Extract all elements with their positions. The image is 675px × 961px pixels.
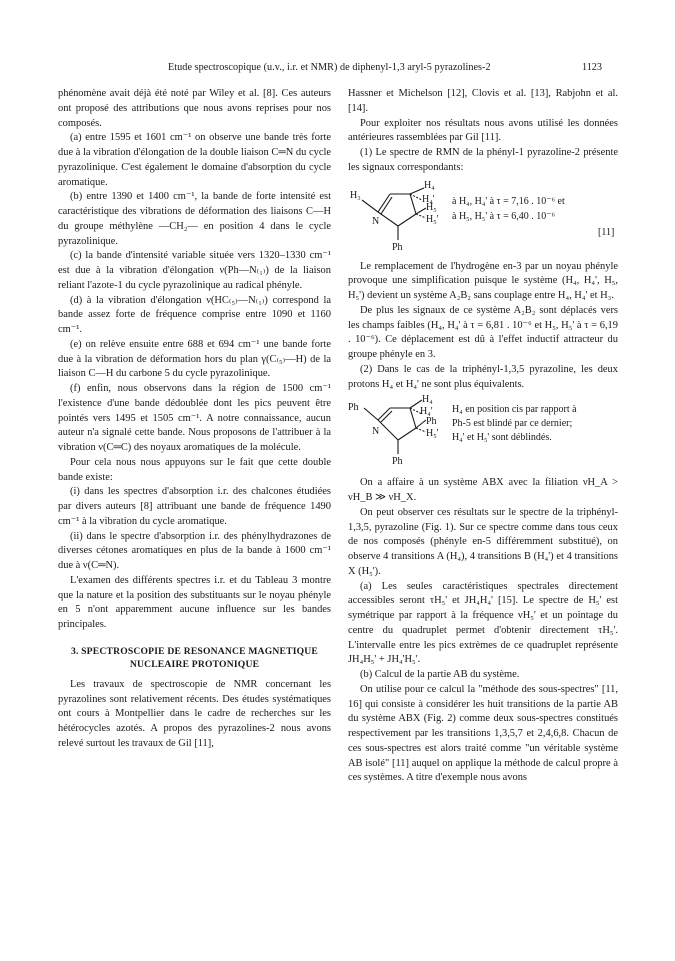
label-h5-prime: H₅'	[426, 213, 439, 225]
section-heading-line2: NUCLEAIRE PROTONIQUE	[129, 658, 260, 670]
paragraph-f: (f) enfin, nous observons dans la région de 1500 cm⁻¹ l'existence d'une bande dédoublée dont les pics peuvent être pointés vers 1495 et 1505 cm⁻¹. A notre connaissance, aucun auteur n'a signalé cette bande. Nous proposons de l'attribuer à la vibration ν(C═C) des noyaux aromatiques de la molécule.	[58, 383, 331, 453]
annotation-line1: H₄ en position cis par rapport à	[452, 404, 577, 416]
label-n: N	[372, 426, 380, 438]
right-column	[348, 87, 618, 786]
label-ph: Ph	[392, 456, 403, 468]
label-h5-prime: H₅'	[426, 428, 439, 440]
label-h4: H₄	[422, 394, 433, 406]
shift-values-h5: à H₅, H₅' à τ = 6,40 . 10⁻⁶	[452, 210, 556, 222]
paragraph-e: (e) on relève ensuite entre 688 et 694 cm⁻¹ une bande forte due à la vibration de déformation hors du plan γ(C₍₅₎—H) de la liaison C—H du carbone 5 du cycle pyrazolinique.	[58, 338, 331, 380]
paragraph-abx: On a affaire à un système ABX avec la filiation νH_A > νH_B ≫ νH_X.	[348, 477, 618, 503]
structure-figure-2	[348, 394, 618, 474]
label-h3: H₃	[350, 189, 361, 201]
paragraph-calcul-ab: (b) Calcul de la partie AB du système.	[360, 669, 520, 680]
paragraph-a: (a) entre 1595 et 1601 cm⁻¹ on observe une bande très forte due à la vibration d'élongation de la double liaison C═N du cycle pyrazolinique. C'est également le domaine d'absorption du cycle aromatique.	[58, 132, 331, 188]
paragraph-spectre-rmn: (1) Le spectre de RMN de la phényl-1 pyrazoline-2 présente les signaux correspondants:	[348, 147, 618, 173]
paragraph-examen: L'examen des différents spectres i.r. et du Tableau 3 montre que la nature et la position des substituants sur le noyau phényle en 5 n'ont apparemment aucune influence sur les bandes principales.	[58, 574, 331, 630]
paragraph-exploit: Pour exploiter nos résultats nous avons utilisé les données antérieures rassemblées par Gil [11].	[348, 117, 618, 144]
paragraph-b: (b) entre 1390 et 1400 cm⁻¹, la bande de forte intensité est caractéristique des vibrations de déformation des liaisons C—H du groupe méthylène —CH₂— en position 4 dans le cycle pyrazolinique.	[58, 191, 331, 247]
reference-11: [11]	[598, 226, 615, 238]
label-ph-5: Ph	[426, 416, 437, 428]
annotation-line3: H₄' et H₅' sont déblindés.	[452, 432, 552, 444]
paragraph-continuation: phénomène avait déjà été noté par Wiley et al. [8]. Ces auteurs ont proposé des attributions que nous avons reprises pour nos composés.	[58, 88, 331, 129]
running-header	[0, 62, 675, 76]
paragraph-observer: On peut observer ces résultats sur le spectre de la triphényl-1,3,5, pyrazoline (Fig. 1). Sur ce spectre comme dans tous ceux de nos composés (phényle en-5 différemment substitué), on observe 4 transitions A (H₄), 4 transitions B (H₄') et 4 transitions X (H₅').	[348, 506, 618, 577]
paragraph-ii: (ii) dans le spectre d'absorption i.r. des phénylhydrazones de diverses cétones aromatiques en plus de la bande à 1600 cm⁻¹ due à ν(C═N).	[58, 530, 331, 571]
paragraph-caracteristiques: (a) Les seules caractéristiques spectrales directement accessibles seront τH₅' et JH₄H₄' [15]. Le spectre de H₅' est symétrique par rapport à la fréquence νH₅' et un pointage du centre du quadruplet permet d'obtenir directement τH₅'. L'intervalle entre les pics extrèmes de ce quadruplet représente JH₄H₅' + JH₄'H₅'.	[348, 580, 618, 666]
left-column	[58, 87, 331, 752]
shift-values-h4: à H₄, H₄' à τ = 7,16 . 10⁻⁶ et	[452, 195, 565, 207]
paragraph-triphenyl: (2) Dans le cas de la triphényl-1,3,5 pyrazoline, les deux protons H₄ et H₄' ne sont plus équivalents.	[348, 363, 618, 390]
label-h4: H₄	[424, 179, 435, 191]
paragraph-c: (c) la bande d'intensité variable située vers 1320–1330 cm⁻¹ est due à la vibration d'élongation ν(Ph—N₍₁₎) de la liaison reliant l'azote-1 du cycle pyrazolinique au radical phényle.	[58, 250, 331, 291]
paragraph-references: Hassner et Michelson [12], Clovis et al. [13], Rabjohn et al. [14].	[348, 88, 618, 114]
paragraph-pour-cela: Pour cela nous nous appuyons sur le fait que cette double bande existe:	[58, 456, 331, 483]
label-n: N	[372, 215, 380, 227]
paragraph-d: (d) à la vibration d'élongation ν(HC₍₅₎—N₍₁₎) correspond la bande assez forte de fréquence comprise entre 1090 et 1160 cm⁻¹.	[58, 294, 331, 335]
annotation-line2: Ph-5 est blindé par ce dernier;	[452, 418, 573, 430]
paragraph-deplacement: De plus les signaux de ce système A₂B₂ sont déplacés vers les champs faibles (H₄, H₄' à τ = 6,81 . 10⁻⁶ et H₅, H₅' à τ = 6,19 . 10⁻⁶). Ce déplacement est dû à l'effet inductif attracteur du groupe phényle en 3.	[348, 304, 618, 360]
section-heading	[58, 645, 331, 671]
label-h4-prime: H₄'	[422, 193, 435, 205]
running-title: Etude spectroscopique (u.v., i.r. et NMR) de diphenyl-1,3 aryl-5 pyrazolines-2	[168, 62, 491, 73]
structure-figure-1	[348, 178, 618, 258]
paragraph-remplacement: Le remplacement de l'hydrogène en-3 par un noyau phényle provoque une simplification puisque le système (H₄, H₄', H₅, H₅') devient un système A₂B₂ sans couplage entre H₄, H₄' et H₃.	[348, 260, 618, 301]
label-h4-prime: H₄'	[420, 406, 433, 418]
paragraph-i: (i) dans les spectres d'absorption i.r. des chalcones étudiées par divers auteurs [8] attribuant une bande de fréquence 1490 cm⁻¹ à la vibration du cycle aromatique.	[58, 486, 331, 527]
label-h5: H₅	[426, 201, 437, 213]
paragraph-travaux: Les travaux de spectroscopie de NMR concernant les pyrazolines sont relativement récents. Des études systématiques ont cours à Montpellier dans le cadre de recherches sur les hétérocycles azotés. A propos des pyrazolines-2 nous avons relevé surtout les travaux de Gil [11],	[58, 678, 331, 749]
page-number: 1123	[582, 62, 602, 73]
label-ph-3: Ph	[348, 402, 359, 414]
paragraph-methode: On utilise pour ce calcul la "méthode des sous-spectres" [11, 16] qui consiste à considérer les huit transitions de la partie AB du système ABX (Fig. 2) comme deux sous-spectres constitués respectivement par les transitions 1,3,5,7 et 2,4,6,8. Chacun de ces sous-spectres est alors traité comme "un véritable système AB isolé" [11] auquel on applique la méthode de calcul propre à ces systèmes. A titre d'exemple nous avons	[348, 683, 618, 784]
label-ph: Ph	[392, 241, 403, 253]
section-heading-line1: 3. SPECTROSCOPIE DE RESONANCE MAGNETIQUE	[70, 645, 319, 657]
